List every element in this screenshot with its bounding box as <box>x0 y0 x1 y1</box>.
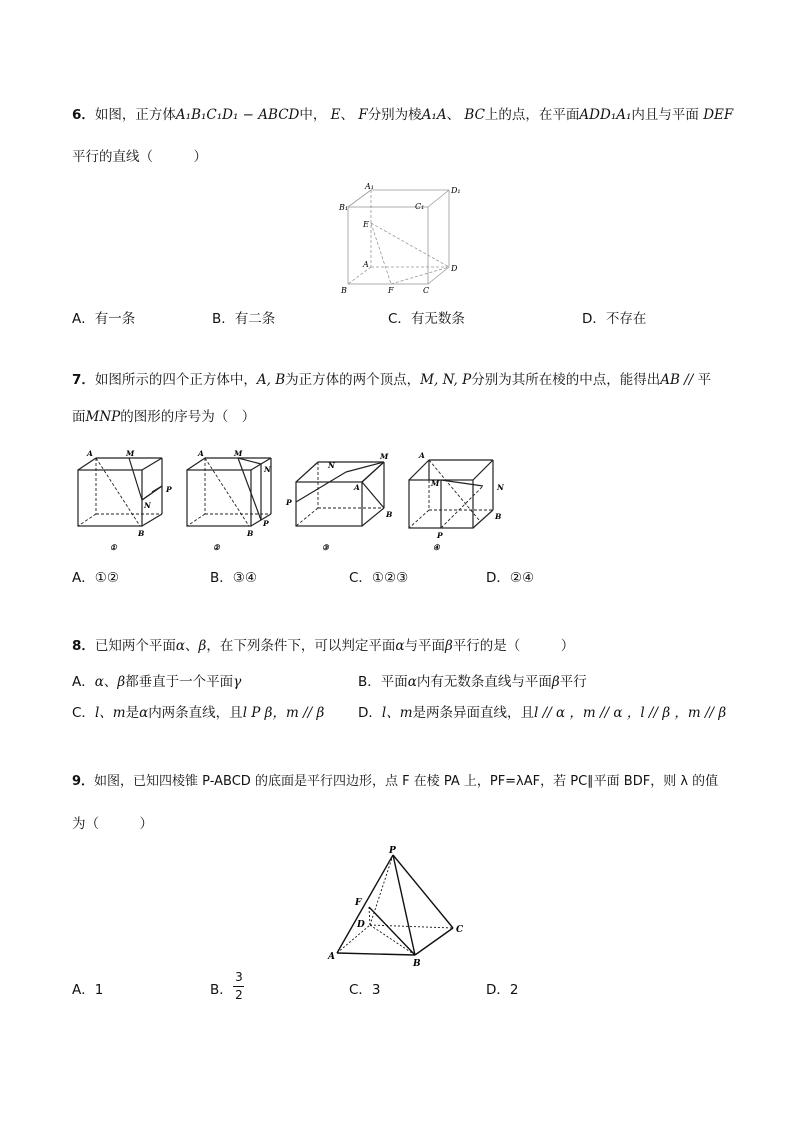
q7-option-b[interactable]: B．③④ <box>210 570 257 586</box>
q7-f1-label-p: P <box>166 485 172 494</box>
q6-point-e: E <box>330 107 341 123</box>
q9-label-f: F <box>355 898 362 908</box>
q7-mnp: M, N, P <box>420 372 472 388</box>
q6-label-b: B <box>341 286 347 295</box>
q6-label-a: A <box>363 260 369 269</box>
q8-condition: l // α ，m // α ，l // β ，m // β <box>534 705 727 721</box>
q7-ab: A, B <box>256 372 286 388</box>
q7-option-d[interactable]: D．②④ <box>486 570 535 586</box>
q6-front-face <box>348 207 428 284</box>
q9-number: 9． <box>72 774 95 789</box>
q7-mnp: MNP <box>85 409 121 425</box>
q7-text: 平 <box>697 372 712 388</box>
q6-text: 内且与平面 <box>631 107 699 123</box>
q9-stem-line2: 为（ ） <box>72 816 153 832</box>
q6-stem-line1 <box>72 106 733 124</box>
q8-beta: β <box>198 638 207 654</box>
q8-stem <box>72 637 574 655</box>
q6-option-b[interactable]: B．有二条 <box>212 311 276 327</box>
q8-text: 与平面 <box>404 638 445 654</box>
q6-text: 上的点，在平面 <box>484 107 580 123</box>
q9-option-a[interactable]: A．1 <box>72 982 104 998</box>
q9-label-p: P <box>389 846 396 856</box>
q8-opt-label: C． <box>72 705 95 721</box>
q6-edge: A₁A <box>421 107 447 123</box>
q6-label-d: D <box>451 264 458 273</box>
q7-f3-label-a: A <box>354 483 360 492</box>
q8-lm: l、m <box>381 705 413 721</box>
q6-label-e: E <box>363 220 369 229</box>
q7-f2-label-a: A <box>198 449 204 458</box>
q6-plane: DEF <box>703 107 734 123</box>
q7-f4-label-p: P <box>437 531 443 540</box>
q6-text: 如图，正方体 <box>94 107 176 123</box>
q9-edge-bc <box>415 928 453 955</box>
q8-sep: 、 <box>103 674 118 690</box>
q7-ab-parallel: AB // <box>660 372 698 388</box>
q9-text: 如图，已知四棱锥 P-ABCD 的底面是平行四边形，点 F 在棱 PA 上，PF=λAF，若 PC∥平面 BDF，则 λ 的值 <box>94 774 719 789</box>
q9-option-c[interactable]: C．3 <box>349 982 381 998</box>
q9-edge-pc <box>393 855 453 928</box>
q7-text: 面 <box>72 409 86 425</box>
q6-label-c1: C₁ <box>415 202 425 211</box>
q9-stem-line1 <box>72 773 718 791</box>
q7-figure-2 <box>185 450 285 555</box>
q8-option-c[interactable] <box>72 704 324 722</box>
q8-opt-label: B．平面 <box>358 674 408 690</box>
q6-edge: BC <box>464 107 485 123</box>
q7-figure-4 <box>405 450 515 555</box>
q8-beta: β <box>444 638 453 654</box>
q8-option-a[interactable] <box>72 673 241 691</box>
q8-lm: l、m <box>94 705 126 721</box>
q7-option-c[interactable]: C．①②③ <box>349 570 409 586</box>
q7-f4-label-n: N <box>497 483 504 492</box>
q9-figure <box>325 845 475 970</box>
q8-opt-label: D． <box>358 705 382 721</box>
q8-beta: β <box>117 674 126 690</box>
q8-beta: β <box>551 674 560 690</box>
q6-cube-name: A₁B₁C₁D₁ − ABCD <box>175 107 300 123</box>
q6-label-c: C <box>423 286 430 295</box>
q8-opt-text: 是 <box>125 705 140 721</box>
q9-fraction-bar <box>233 986 244 987</box>
q8-alpha: α <box>94 674 104 690</box>
q7-text: 为正方体的两个顶点， <box>285 372 421 388</box>
q9-label-b: B <box>413 959 421 969</box>
q7-figure-3 <box>286 450 400 555</box>
q6-option-c[interactable]: C．有无数条 <box>388 311 465 327</box>
q7-f4-label-a: A <box>419 451 425 460</box>
q8-opt-text: 是两条异面直线，且 <box>412 705 535 721</box>
q6-option-a[interactable]: A．有一条 <box>72 311 136 327</box>
q6-text: 分别为棱 <box>367 107 422 123</box>
q7-f2-label-p: P <box>263 519 269 528</box>
q7-text: 分别为其所在棱的中点，能得出 <box>471 372 661 388</box>
q7-caption-3: ③ <box>322 543 329 552</box>
q8-alpha: α <box>139 705 149 721</box>
q9-label-c: C <box>456 925 464 935</box>
q8-opt-label: A． <box>72 674 95 690</box>
q9-fraction-denominator: 2 <box>235 988 243 1002</box>
q7-f4-label-m: M <box>431 479 440 488</box>
q8-gamma: γ <box>233 674 242 690</box>
q6-label-b1: B₁ <box>339 203 349 212</box>
q8-opt-text: 内两条直线，且 <box>148 705 243 721</box>
q8-text: ，在下列条件下，可以判定平面 <box>206 638 396 654</box>
q7-f4-label-b: B <box>495 512 502 521</box>
q8-option-b[interactable] <box>358 673 587 691</box>
q9-label-a: A <box>328 952 335 962</box>
q9-opt-label: B． <box>210 982 233 998</box>
q8-condition: l P β，m // β <box>242 705 325 721</box>
q6-text: 中， <box>299 107 327 123</box>
q7-f3-label-n: N <box>328 461 335 470</box>
q7-f1-label-n: N <box>144 501 151 510</box>
q8-number: 8． <box>72 638 95 654</box>
q9-fraction-numerator: 3 <box>235 970 243 984</box>
q6-point-f: F <box>358 107 368 123</box>
q9-edge-pb <box>393 855 415 955</box>
q7-f3-label-b: B <box>386 510 393 519</box>
q9-edge-ab <box>337 953 415 955</box>
q8-alpha: α <box>395 638 405 654</box>
q8-opt-text: 都垂直于一个平面 <box>125 674 234 690</box>
q6-plane: ADD₁A₁ <box>579 107 632 123</box>
q7-stem-line2 <box>72 408 255 426</box>
q6-sep: 、 <box>340 107 355 123</box>
q6-option-d[interactable]: D．不存在 <box>582 311 647 327</box>
q7-figure-1 <box>76 450 176 555</box>
q7-option-a[interactable]: A．①② <box>72 570 119 586</box>
q6-label-d1: D₁ <box>451 186 461 195</box>
q7-f1-label-m: M <box>126 449 135 458</box>
q7-f3-label-m: M <box>380 452 389 461</box>
q6-label-f: F <box>388 286 394 295</box>
q7-caption-1: ① <box>110 543 117 552</box>
q9-edge-fb <box>369 907 415 955</box>
q8-alpha: α <box>175 638 186 654</box>
q8-text: 平行的是（ ） <box>452 638 575 654</box>
q6-label-a1: A₁ <box>365 182 374 191</box>
q6-figure <box>335 183 465 298</box>
q9-label-d: D <box>357 920 365 930</box>
q7-f1-label-a: A <box>87 449 93 458</box>
q8-sep: 、 <box>185 638 199 654</box>
q7-text: 如图所示的四个正方体中， <box>94 372 257 388</box>
q7-f1-label-b: B <box>138 529 145 538</box>
q7-f2-label-n: N <box>264 465 271 474</box>
q7-number: 7． <box>72 372 95 388</box>
q8-text: 已知两个平面 <box>94 638 176 654</box>
q9-edge-pa <box>337 855 393 953</box>
q7-caption-4: ④ <box>433 543 440 552</box>
q7-text: 的图形的序号为（ ） <box>120 409 256 425</box>
q7-caption-2: ② <box>213 543 220 552</box>
q9-option-d[interactable]: D．2 <box>486 982 519 998</box>
q7-f2-label-m: M <box>234 449 243 458</box>
q6-number: 6． <box>72 107 95 123</box>
q6-sep: 、 <box>446 107 461 123</box>
q7-f2-label-b: B <box>247 529 254 538</box>
q6-stem-line2: 平行的直线（ ） <box>72 149 207 165</box>
q7-stem-line1 <box>72 371 711 389</box>
q8-opt-text: 内有无数条直线与平面 <box>416 674 552 690</box>
q8-option-d[interactable] <box>358 704 726 722</box>
q9-option-b[interactable] <box>210 981 233 999</box>
q7-f3-label-p: P <box>286 498 292 507</box>
q8-opt-text: 平行 <box>559 674 587 690</box>
q8-alpha: α <box>407 674 417 690</box>
